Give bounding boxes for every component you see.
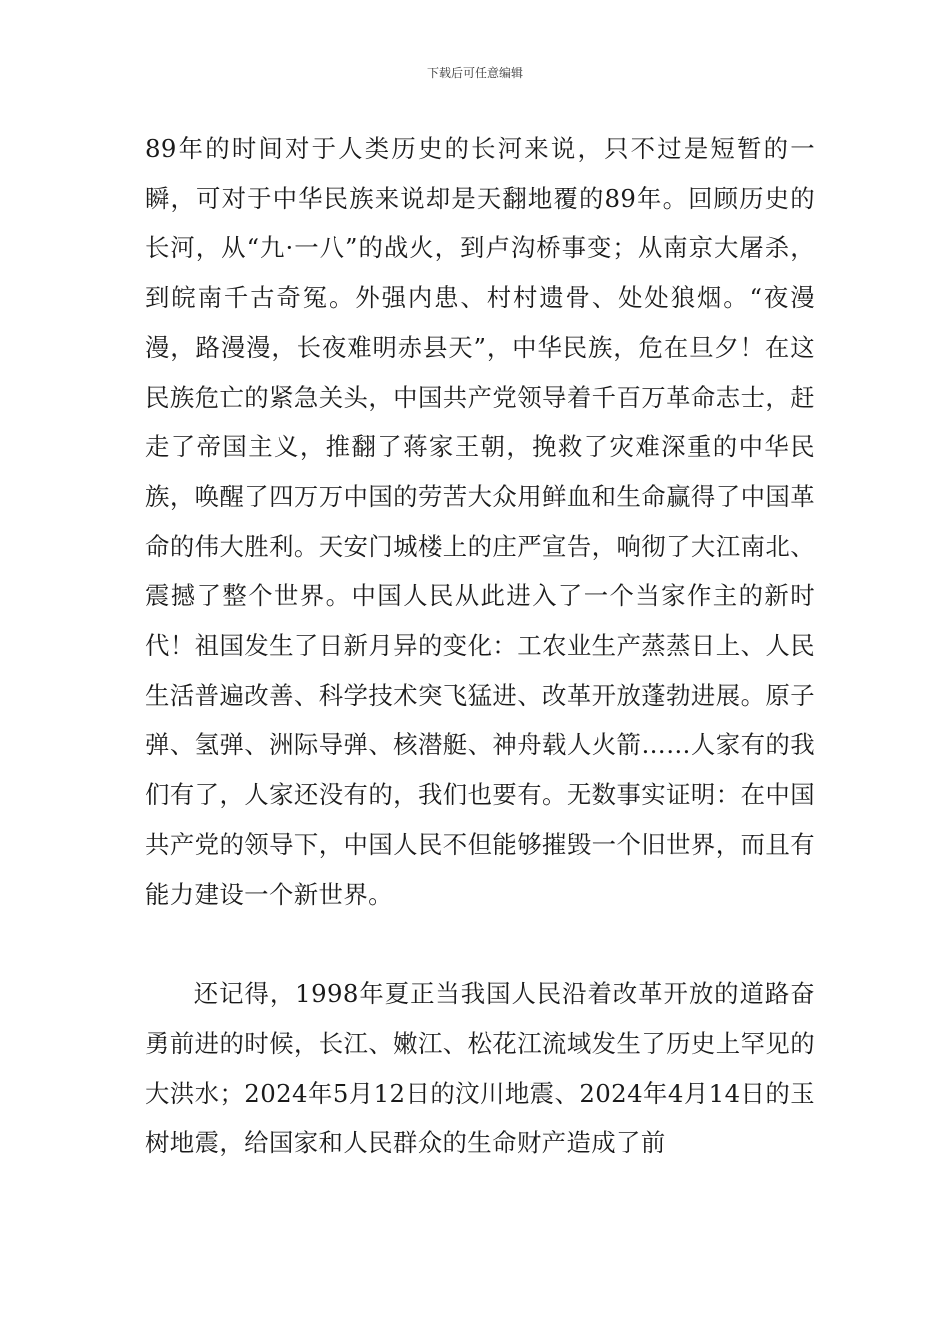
paragraph-1: 89年的时间对于人类历史的长河来说，只不过是短暂的一瞬，可对于中华民族来说却是天翻地覆的89年。回顾历史的长河，从“九·一八”的战火，到卢沟桥事变；从南京大屠杀，到皖南千古奇冤。外强内患、村村遗骨、处处狼烟。“夜漫漫，路漫漫，长夜难明赤县天”，中华民族，危在旦夕！在这民族危亡的紧急关头，中国共产党领导着千百万革命志士，赶走了帝国主义，推翻了蒋家王朝，挽救了灾难深重的中华民族，唤醒了四万万中国的劳苦大众用鲜血和生命赢得了中国革命的伟大胜利。天安门城楼上的庄严宣告，响彻了大江南北、震撼了整个世界。中国人民从此进入了一个当家作主的新时代！祖国发生了日新月异的变化：工农业生产蒸蒸日上、人民生活普遍改善、科学技术突飞猛进、改革开放蓬勃进展。原子弹、氢弹、洲际导弹、核潜艇、神舟载人火箭……人家有的我们有了，人家还没有的，我们也要有。无数事实证明：在中国共产党的领导下，中国人民不但能够摧毁一个旧世界，而且有能力建设一个新世界。 [145,134,815,909]
page-header: 下载后可任意编辑 [426,66,523,80]
paragraph-2: 还记得，1998年夏正当我国人民沿着改革开放的道路奋勇前进的时候，长江、嫩江、松花江流域发生了历史上罕见的大洪水；2024年5月12日的汶川地震、2024年4月14日的玉树地震，给国家和人民群众的生命财产造成了前 [145,979,815,1158]
document-body [145,124,815,1168]
